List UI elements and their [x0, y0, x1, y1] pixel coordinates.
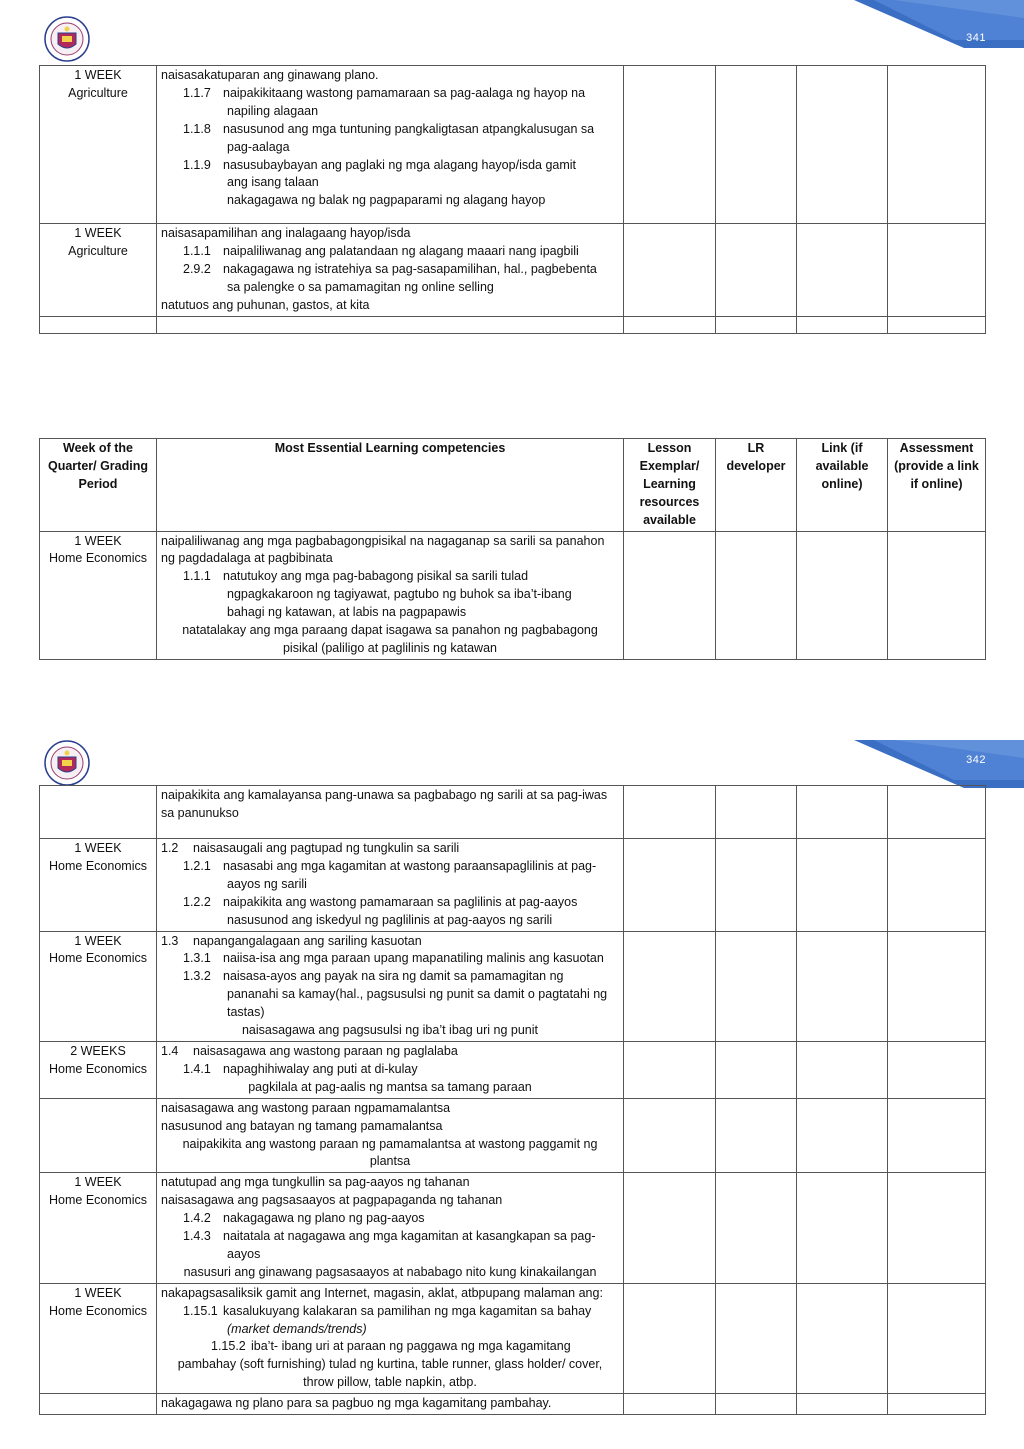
item-number: 1.4.3 — [183, 1229, 211, 1244]
link-cell — [797, 1283, 888, 1393]
competency-line: plantsa — [369, 1154, 411, 1169]
competency-cell — [157, 1394, 624, 1415]
competency-item — [161, 1303, 619, 1321]
learning-area: Home Economics — [49, 551, 147, 566]
item-text: naipaliliwanag ang palatandaan ng alagang maaari nang ipagbili — [223, 243, 579, 258]
item-number: 1.3.1 — [183, 951, 211, 966]
lr-cell — [716, 1394, 797, 1415]
competency-line: sa palengke o sa pamamagitan ng online selling — [227, 279, 494, 294]
page-header-341 — [0, 0, 1024, 60]
table-row — [40, 224, 986, 317]
lesson-cell — [624, 224, 716, 317]
item-number: 1.1.9 — [183, 157, 211, 172]
assessment-cell — [888, 931, 986, 1041]
lr-cell — [716, 1098, 797, 1173]
item-text: naiisa-isa ang mga paraan upang mapanatiling malinis ang kasuotan — [223, 951, 604, 966]
assessment-cell — [888, 839, 986, 932]
competency-line: (market demands/trends) — [227, 1321, 367, 1336]
assessment-cell — [888, 1394, 986, 1415]
lesson-cell — [624, 66, 716, 224]
header-competencies: Most Essential Learning competencies — [157, 439, 624, 532]
learning-area: Home Economics — [49, 1303, 147, 1318]
competency-cell — [157, 1041, 624, 1098]
competency-line: naipaliliwanag ang mga pagbabagongpisikal na nagaganap sa sarili sa panahon — [161, 533, 605, 548]
competency-item — [161, 85, 619, 103]
week-label: 1 WEEK — [74, 226, 122, 240]
lr-cell — [716, 1041, 797, 1098]
learning-area: Agriculture — [68, 243, 128, 258]
competency-line: natatalakay ang mga paraang dapat isagawa sa panahon ng pagbabagong — [182, 623, 598, 638]
item-text: kasalukuyang kalakaran sa pamilihan ng mga kagamitan sa bahay — [223, 1303, 592, 1318]
item-text: natutukoy ang mga pag-babagong pisikal sa sarili tulad — [223, 569, 529, 584]
header-link: Link (if available online) — [797, 439, 888, 532]
learning-area: Home Economics — [49, 1061, 147, 1076]
week-label: 1 WEEK — [74, 1175, 122, 1190]
competency-line: nasusuri ang ginawang pagsasaayos at nababago nito kung kinakailangan — [183, 1264, 597, 1279]
week-cell — [40, 1173, 157, 1283]
week-cell — [40, 531, 157, 659]
lesson-cell — [624, 531, 716, 659]
week-cell — [40, 1394, 157, 1415]
competency-cell — [157, 931, 624, 1041]
item-number: 1.2.2 — [183, 894, 211, 909]
table-row — [40, 531, 986, 659]
assessment-cell — [888, 1173, 986, 1283]
page-number: 342 — [966, 754, 986, 766]
item-text: iba’t- ibang uri at paraan ng paggawa ng mga kagamitang — [251, 1339, 571, 1354]
item-text: naitatala at nagagawa ang mga kagamitan at kasangkapan sa pag- — [223, 1229, 596, 1244]
assessment-cell — [888, 224, 986, 317]
item-text: nakagagawa ng plano ng pag-aayos — [223, 1211, 425, 1226]
link-cell — [797, 1394, 888, 1415]
item-text: nasusunod ang mga tuntuning pangkaligtasan atpangkalusugan sa — [223, 121, 595, 136]
learning-area: Agriculture — [68, 85, 128, 100]
header-week: Week of the Quarter/ Grading Period — [40, 439, 157, 532]
competency-line: natutupad ang mga tungkullin sa pag-aayos ng tahanan — [161, 1175, 470, 1190]
competency-item — [161, 933, 619, 951]
lesson-cell — [624, 931, 716, 1041]
item-text: naipakikitaang wastong pamamaraan sa pag-aalaga ng hayop na — [223, 85, 586, 100]
competency-line: nasusunod ang iskedyul ng paglilinis at pag-aayos ng sarili — [227, 912, 553, 927]
item-number: 1.2.1 — [183, 858, 211, 873]
empty-cell — [624, 316, 716, 333]
item-number: 1.3.2 — [183, 969, 211, 984]
lesson-cell — [624, 1098, 716, 1173]
empty-cell — [40, 316, 157, 333]
link-cell — [797, 931, 888, 1041]
week-label: 1 WEEK — [74, 1285, 122, 1300]
week-cell — [40, 1283, 157, 1393]
week-cell — [40, 66, 157, 224]
header-lr-developer: LR developer — [716, 439, 797, 532]
learning-area: Home Economics — [49, 858, 147, 873]
assessment-cell — [888, 1283, 986, 1393]
link-cell — [797, 66, 888, 224]
competency-item — [161, 1228, 619, 1246]
item-text: naisasa-ayos ang payak na sira ng damit sa pamamagitan ng — [223, 969, 564, 984]
competency-item — [161, 568, 619, 586]
competency-line: naisasapamilihan ang inalagaang hayop/isda — [161, 226, 411, 240]
table-row — [40, 839, 986, 932]
empty-cell — [716, 316, 797, 333]
week-cell — [40, 1098, 157, 1173]
lr-cell — [716, 931, 797, 1041]
competency-item — [161, 840, 619, 858]
competency-item — [161, 968, 619, 986]
week-label: 2 WEEKS — [70, 1043, 126, 1058]
competency-line: pagkilala at pag-aalis ng mantsa sa tamang paraan — [248, 1079, 532, 1094]
item-number: 1.15.2 — [211, 1339, 246, 1354]
competency-line: pambahay (soft furnishing) tulad ng kurtina, table runner, glass holder/ cover, — [177, 1357, 603, 1372]
header-banner — [854, 740, 1024, 788]
competency-line: naisasagawa ang pagsasaayos at pagpapaganda ng tahanan — [161, 1193, 503, 1208]
page-number: 341 — [966, 32, 986, 44]
competency-line: pananahi sa kamay(hal., pagsusulsi ng punit sa damit o pagtatahi ng — [227, 987, 608, 1002]
item-number: 1.1.7 — [183, 85, 211, 100]
item-number: 1.1.8 — [183, 121, 211, 136]
table-row — [40, 1283, 986, 1393]
lesson-cell — [624, 1041, 716, 1098]
competency-cell — [157, 1173, 624, 1283]
table-header-row — [40, 439, 986, 532]
link-cell — [797, 839, 888, 932]
assessment-cell — [888, 66, 986, 224]
assessment-cell — [888, 531, 986, 659]
empty-cell — [797, 316, 888, 333]
item-number: 1.2 — [161, 841, 179, 855]
lesson-cell — [624, 1283, 716, 1393]
competency-line: naisasakatuparan ang ginawang plano. — [161, 68, 379, 82]
link-cell — [797, 786, 888, 839]
competency-item — [161, 121, 619, 139]
lr-cell — [716, 839, 797, 932]
competency-line: throw pillow, table napkin, atbp. — [303, 1375, 477, 1390]
assessment-cell — [888, 786, 986, 839]
header-lesson: Lesson Exemplar/ Learning resources available — [624, 439, 716, 532]
week-label: 1 WEEK — [74, 841, 122, 855]
table-row — [40, 931, 986, 1041]
competency-table-continued — [39, 65, 986, 334]
competency-line: naisasagawa ang pagsusulsi ng iba’t ibag uri ng punit — [241, 1023, 539, 1038]
link-cell — [797, 224, 888, 317]
empty-cell — [888, 316, 986, 333]
table-row — [40, 1098, 986, 1173]
link-cell — [797, 531, 888, 659]
table-row — [40, 316, 986, 333]
lr-cell — [716, 786, 797, 839]
item-number: 1.4.1 — [183, 1061, 211, 1076]
competency-line: tastas) — [227, 1005, 265, 1020]
item-number: 1.15.1 — [183, 1303, 218, 1318]
header-banner — [854, 0, 1024, 48]
competency-item — [161, 1061, 619, 1079]
lesson-cell — [624, 839, 716, 932]
deped-seal-icon — [44, 16, 90, 62]
assessment-cell — [888, 1098, 986, 1173]
competency-cell — [157, 224, 624, 317]
table-row — [40, 66, 986, 224]
link-cell — [797, 1041, 888, 1098]
competency-item — [161, 1338, 619, 1356]
competency-line: natutuos ang puhunan, gastos, at kita — [161, 297, 370, 312]
table-row — [40, 1394, 986, 1415]
competency-line: nakagagawa ng plano para sa pagbuo ng mga kagamitang pambahay. — [161, 1396, 552, 1411]
item-text: naisasaugali ang pagtupad ng tungkulin sa sarili — [193, 841, 460, 855]
week-cell — [40, 1041, 157, 1098]
competency-line: pisikal (paliligo at paglilinis ng katawan — [282, 640, 497, 655]
competency-line: pag-aalaga — [227, 139, 290, 154]
week-cell — [40, 931, 157, 1041]
item-number: 1.1.1 — [183, 243, 211, 258]
competency-line: ngpagkakaroon ng tagiyawat, pagtubo ng buhok sa iba’t-ibang — [227, 587, 572, 602]
empty-cell — [157, 316, 624, 333]
week-cell — [40, 224, 157, 317]
competency-item — [161, 157, 619, 175]
learning-area: Home Economics — [49, 951, 147, 966]
competency-cell — [157, 1098, 624, 1173]
competency-line: nakagagawa ng balak ng pagpaparami ng alagang hayop — [227, 193, 546, 208]
competency-item — [161, 858, 619, 876]
competency-cell — [157, 1283, 624, 1393]
competency-line: aayos — [227, 1246, 261, 1261]
table-row — [40, 1173, 986, 1283]
week-label: 1 WEEK — [74, 68, 122, 82]
item-number: 2.9.2 — [183, 261, 211, 276]
item-number: 1.1.1 — [183, 569, 211, 584]
item-text: naisasagawa ang wastong paraan ng paglalaba — [193, 1043, 458, 1058]
link-cell — [797, 1173, 888, 1283]
lesson-cell — [624, 1394, 716, 1415]
competency-cell — [157, 839, 624, 932]
item-text: nakagagawa ng istratehiya sa pag-sasapamilihan, hal., pagbebenta — [223, 261, 597, 276]
assessment-cell — [888, 1041, 986, 1098]
week-cell — [40, 839, 157, 932]
table-row — [40, 786, 986, 839]
learning-area: Home Economics — [49, 1193, 147, 1208]
competency-line: ang isang talaan — [227, 175, 319, 190]
competency-line: ng pagdadalaga at pagbibinata — [161, 551, 333, 566]
item-number: 1.3 — [161, 933, 179, 948]
lesson-cell — [624, 786, 716, 839]
item-text: nasasabi ang mga kagamitan at wastong paraansapaglilinis at pag- — [223, 858, 597, 873]
competency-line: nakapagsasaliksik gamit ang Internet, magasin, aklat, atbpupang malaman ang: — [161, 1285, 603, 1300]
competency-item — [161, 243, 619, 261]
lr-cell — [716, 224, 797, 317]
lesson-cell — [624, 1173, 716, 1283]
link-cell — [797, 1098, 888, 1173]
week-cell — [40, 786, 157, 839]
week-label: 1 WEEK — [74, 933, 122, 948]
competency-table-page-342 — [39, 785, 986, 1415]
lr-cell — [716, 66, 797, 224]
competency-line: nasusunod ang batayan ng tamang pamamalantsa — [161, 1118, 443, 1133]
competency-cell — [157, 531, 624, 659]
deped-seal-icon — [44, 740, 90, 786]
item-number: 1.4.2 — [183, 1211, 211, 1226]
competency-line: naisasagawa ang wastong paraan ngpamamalantsa — [161, 1100, 451, 1115]
table-row — [40, 1041, 986, 1098]
item-text: nasusubaybayan ang paglaki ng mga alagang hayop/isda gamit — [223, 157, 577, 172]
competency-item — [161, 894, 619, 912]
competency-line: naipakikita ang kamalayansa pang-unawa sa pagbabago ng sarili at sa pag-iwas — [161, 788, 608, 802]
competency-table — [39, 438, 986, 660]
competency-item — [161, 1043, 619, 1061]
competency-cell — [157, 66, 624, 224]
competency-item — [161, 261, 619, 279]
competency-item — [161, 950, 619, 968]
lr-cell — [716, 531, 797, 659]
header-assessment: Assessment (provide a link if online) — [888, 439, 986, 532]
competency-line: sa panunukso — [161, 805, 239, 820]
item-text: napaghihiwalay ang puti at di-kulay — [223, 1061, 418, 1076]
competency-line: naipakikita ang wastong paraan ng pamamalantsa at wastong paggamit ng — [182, 1136, 598, 1151]
competency-line: napiling alagaan — [227, 103, 319, 118]
lr-cell — [716, 1173, 797, 1283]
competency-line: aayos ng sarili — [227, 876, 307, 891]
competency-cell — [157, 786, 624, 839]
competency-item — [161, 1210, 619, 1228]
item-text: napangangalagaan ang sariling kasuotan — [193, 933, 422, 948]
item-text: naipakikita ang wastong pamamaraan sa paglilinis at pag-aayos — [223, 894, 578, 909]
week-label: 1 WEEK — [74, 533, 122, 548]
item-number: 1.4 — [161, 1043, 179, 1058]
lr-cell — [716, 1283, 797, 1393]
competency-line: bahagi ng katawan, at labis na pagpapawis — [227, 605, 467, 620]
